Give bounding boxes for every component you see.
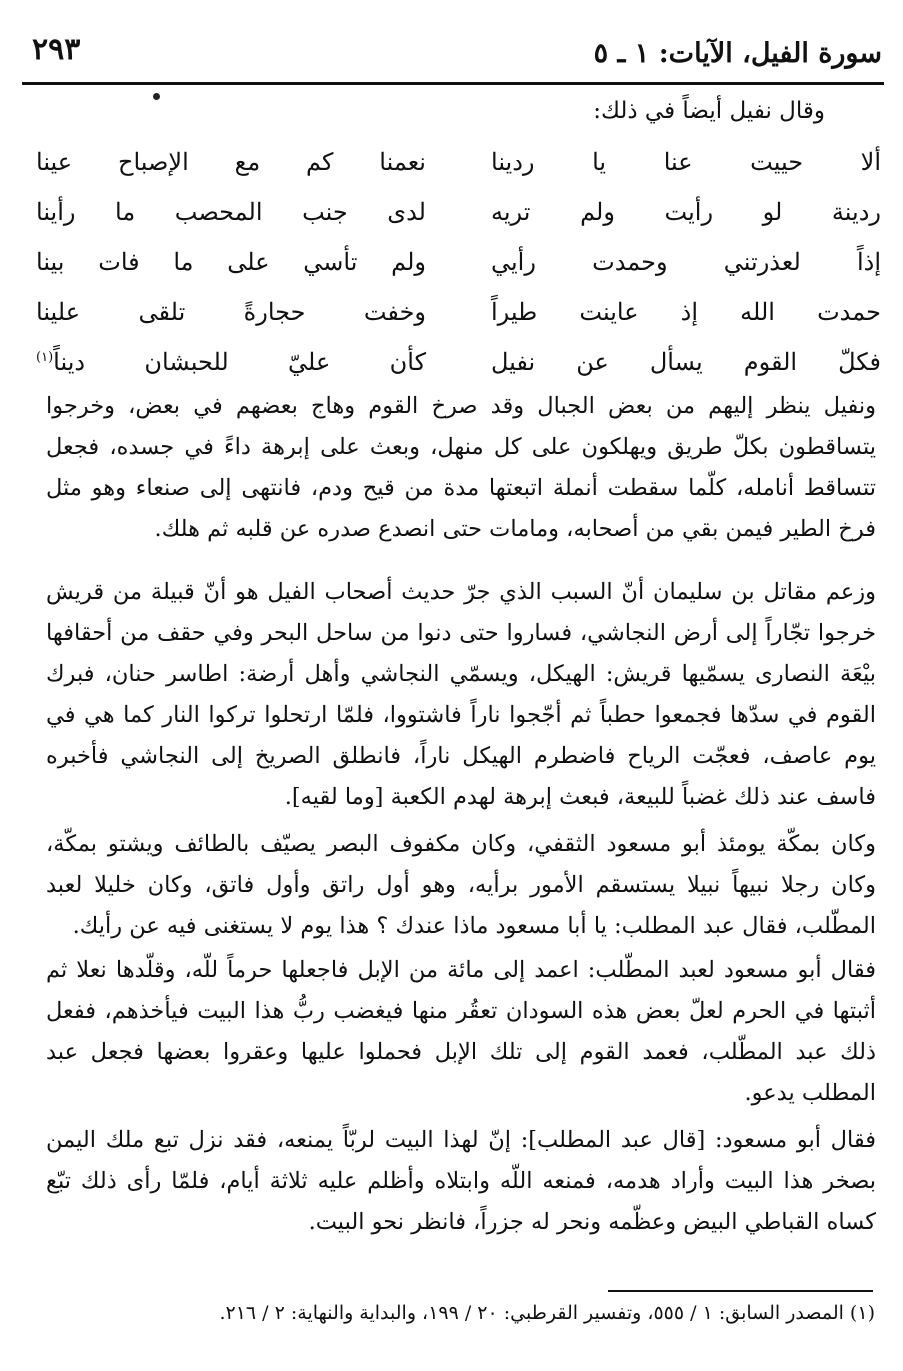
paragraph: فقال أبو مسعود لعبد المطّلب: اعمد إلى مائة من الإبل فاجعلها حرماً للّه، وقلّدها نعلا ثم أثبتها في الحرم لعلّ بعض هذه السودان تعقُر منها فيغضب ربُّ هذا البيت فيأخذهم، ففعل ذلك عبد المطّلب، فعمد القوم إلى تلك الإبل فحملوا عليها وعقروا بعضها فجعل عبد المطلب يدعو. bbox=[46, 957, 876, 1106]
verse-second-hemistich: وخفت حجارةً تلقى علينا bbox=[36, 298, 426, 326]
paragraph: وكان بمكّة يومئذ أبو مسعود الثقفي، وكان مكفوف البصر يصيّف بالطائف ويشتو بمكّة، وكان رجلا نبيهاً نبيلا يستسقم الأمور برأيه، وهو أول راتق وأول فاتق، وكان خليلا لعبد المطّلب، فقال عبد المطلب: يا أبا مسعود ماذا عندك ؟ هذا يوم لا يستغنى فيه عن رأيك. bbox=[46, 831, 876, 939]
verse-second-hemistich-with-note bbox=[36, 348, 426, 376]
page-header bbox=[30, 30, 882, 86]
verse-second-hemistich: لدى جنب المحصب ما رأينا bbox=[36, 198, 426, 226]
verse-second-hemistich: نعمنا كم مع الإصباح عينا bbox=[36, 148, 426, 176]
header-rule bbox=[22, 82, 884, 85]
poem-intro: وقال نفيل أيضاً في ذلك: bbox=[593, 98, 825, 124]
paragraph: فقال أبو مسعود: [قال عبد المطلب]: إنّ لهذا البيت لربّاً يمنعه، فقد نزل تبع ملك اليمن بصخر هذا البيت وأراد هدمه، فمنعه اللّه وابتلاه وأظلم عليه ثلاثة أيام، فلمّا رأى ذلك تبّع كساه القباطي البيض وعظّمه ونحر له جزراً، فانظر نحو البيت. bbox=[46, 1127, 876, 1235]
verse-first-hemistich: ألا حييت عنا يا ردينا bbox=[491, 148, 881, 176]
verse-first-hemistich: حمدت الله إذ عاينت طيراً bbox=[491, 298, 881, 326]
poem-verse bbox=[36, 342, 881, 392]
running-title: سورة الفيل، الآيات: ١ ـ ٥ bbox=[593, 38, 882, 69]
footnote: (١) المصدر السابق: ١ / ٥٥٥، وتفسير القرطبي: ٢٠ / ١٩٩، والبداية والنهاية: ٢ / ٢١٦. bbox=[219, 1302, 875, 1324]
verse-first-hemistich: ردينة لو رأيت ولم تريه bbox=[491, 198, 881, 226]
paragraph: وزعم مقاتل بن سليمان أنّ السبب الذي جرّ حديث أصحاب الفيل هو أنّ قبيلة من قريش خرجوا تجّاراً إلى أرض النجاشي، فساروا حتى دنوا من ساحل البحر وفي حقف من أحقافها بيْعَة النصارى يسمّيها قريش: الهيكل، ويسمّي النجاشي وأهل أرضة: اطاسر حنان، فبرك القوم في سدّها فجمعوا حطباً ثم أجّجوا ناراً فاشتووا، فلمّا ارتحلوا تركوا النار كما هي في يوم عاصف، فعجّت الرياح فاضطرم الهيكل ناراً، فانطلق الصريخ إلى النجاشي فأخبره فاسف عند ذلك غضباً للبيعة، فبعث إبرهة لهدم الكعبة [وما لقيه]. bbox=[46, 579, 876, 810]
verse-text: كأن عليّ للحبشان ديناً bbox=[53, 348, 426, 376]
verse-first-hemistich: إذاً لعذرتني وحمدت رأيي bbox=[491, 248, 881, 276]
paragraph: ونفيل ينظر إليهم من بعض الجبال وقد صرخ القوم وهاج بعضهم في بعض، وخرجوا يتساقطون بكلّ طريق ويهلكون على كل منهل، وبعث على إبرهة داءً في جسده، فجعل تتساقط أنامله، كلّما سقطت أنملة اتبعتها مدة من قيح ودم، فانتهى إلى صنعاء وهو مثل فرخ الطير فيمن بقي من أصحابه، ومامات حتى انصدع صدره عن قلبه ثم هلك. bbox=[46, 393, 876, 542]
poem-verse bbox=[36, 242, 881, 292]
page-number: ٢٩٣ bbox=[32, 32, 81, 67]
footnote-reference: (١) bbox=[36, 350, 54, 365]
verse-second-hemistich: ولم تأسي على ما فات بينا bbox=[36, 248, 426, 276]
footnote-rule bbox=[608, 1290, 873, 1292]
verse-first-hemistich: فكلّ القوم يسأل عن نفيل bbox=[491, 348, 881, 376]
poem-verse bbox=[36, 142, 881, 192]
poem-verse bbox=[36, 192, 881, 242]
poem bbox=[36, 142, 881, 392]
dot-mark bbox=[153, 93, 160, 100]
poem-verse bbox=[36, 292, 881, 342]
